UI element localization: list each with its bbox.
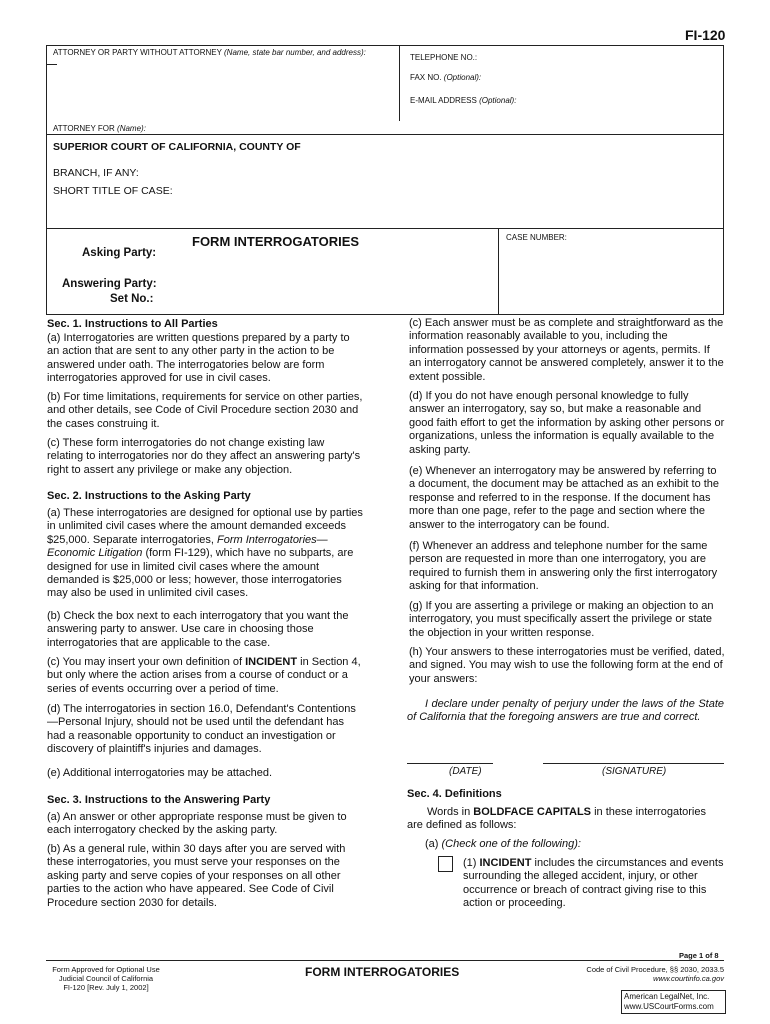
signature-line[interactable]: [543, 763, 724, 764]
answering-party-label: Answering Party:: [62, 278, 157, 290]
sec4-heading: Sec. 4. Definitions: [407, 788, 502, 800]
fax-label: FAX NO. (Optional):: [410, 73, 482, 82]
incident-definition: (1) INCIDENT includes the circumstances and events surrounding the alleged accident, injury, or other occurrence or breach of contract giving rise to this action or proceeding.: [463, 857, 724, 910]
sec2-a: (a) These interrogatories are designed for optional use by parties in unlimited civil cases where the amount demanded exceeds $25,000. Separate interrogatories, Form Interrogatories—Economic Litigation (form FI-129), which have no subparts, are designed for use in limited civil cases where the amount demanded is $25,000 or less; however, those interrogatories may also be used in unlimited civil cases.: [47, 507, 363, 600]
sec3-heading: Sec. 3. Instructions to the Answering Party: [47, 794, 271, 806]
telephone-label: TELEPHONE NO.:: [410, 53, 478, 62]
website-link[interactable]: www.courtinfo.ca.gov: [653, 974, 724, 983]
page-number: Page 1 of 8: [679, 951, 719, 960]
sec2-c: (c) You may insert your own definition of INCIDENT in Section 4, but only where the action arises from a course of conduct or a series of events occurring over a period of time.: [47, 656, 361, 695]
code-reference: Code of Civil Procedure, §§ 2030, 2033.5 www.courtinfo.ca.gov: [540, 965, 724, 983]
sec2-e: (e) Additional interrogatories may be attached.: [47, 767, 273, 779]
attorney-for-label: ATTORNEY FOR (Name):: [53, 124, 146, 133]
sec1-b: (b) For time limitations, requirements for service on other parties, and other details, see Code of Civil Procedure section 2030 and the cases construing it.: [47, 391, 363, 430]
declaration-text: I declare under penalty of perjury under the laws of the State of California that the foregoing answers are true and correct.: [407, 698, 724, 724]
sec3-e: (e) Whenever an interrogatory may be answered by referring to a document, the document may be attached as an exhibit to the response and referred to in the response. If the document has more than one page, refer to the page and section where the answer to the interrogatory can be found.: [409, 465, 720, 531]
attorney-label: ATTORNEY OR PARTY WITHOUT ATTORNEY (Name, state bar number, and address):: [53, 48, 366, 57]
approval-note: Form Approved for Optional Use Judicial Council of California FI-120 [Rev. July 1, 2002]: [52, 965, 160, 992]
date-line[interactable]: [407, 763, 493, 764]
email-label: E-MAIL ADDRESS (Optional):: [410, 96, 517, 105]
short-title-label: SHORT TITLE OF CASE:: [53, 185, 173, 197]
sec1-heading: Sec. 1. Instructions to All Parties: [47, 318, 218, 330]
court-heading: SUPERIOR COURT OF CALIFORNIA, COUNTY OF: [53, 141, 301, 153]
footer-title: FORM INTERROGATORIES: [305, 965, 460, 979]
form-number: FI-120: [685, 27, 726, 43]
sec2-d: (d) The interrogatories in section 16.0, Defendant's Contentions—Personal Injury, should not be used until the defendant has had a reasonable opportunity to conduct an investigation or discovery of plaintiff's injuries and damages.: [47, 703, 356, 756]
sec2-heading: Sec. 2. Instructions to the Asking Party: [47, 490, 251, 502]
set-no-label: Set No.:: [110, 293, 154, 305]
signature-label: (SIGNATURE): [602, 766, 667, 777]
case-number-label: CASE NUMBER:: [506, 233, 567, 242]
sec3-h: (h) Your answers to these interrogatories must be verified, dated, and signed. You may wish to use the following form at the end of your answers:: [409, 646, 725, 685]
publisher-box: American LegalNet, Inc. www.USCourtForms.com: [621, 990, 726, 1014]
sec4-a: (a) (Check one of the following):: [425, 838, 581, 850]
form-title: FORM INTERROGATORIES: [192, 234, 360, 249]
sec3-d: (d) If you do not have enough personal knowledge to fully answer an interrogatory, say so, but make a reasonable and good faith effort to get the information by asking other persons or organizations, unless the information is equally available to the asking party.: [409, 390, 725, 456]
asking-party-label: Asking Party:: [82, 247, 157, 259]
sec4-intro: Words in BOLDFACE CAPITALS in these interrogatories are defined as follows:: [407, 806, 706, 832]
sec2-b: (b) Check the box next to each interrogatory that you want the answering party to answer. Use care in choosing those interrogatories that are applicable to the case.: [47, 610, 349, 649]
sec3-f: (f) Whenever an address and telephone number for the same person are requested in more than one interrogatory, you are required to furnish them in answering only the first interrogatory asking for that information.: [409, 540, 718, 593]
field-marker: [47, 64, 57, 65]
incident-checkbox[interactable]: [438, 856, 453, 872]
sec3-b: (b) As a general rule, within 30 days after you are served with these interrogatories, you must serve your responses on the asking party and serve copies of your responses on all other parties to the action who have appeared. See Code of Civil Procedure section 2030 for details.: [47, 843, 346, 909]
sec1-a: (a) Interrogatories are written questions prepared by a party to an action that are sent to any other party in the action to be answered under oath. The interrogatories below are form interrogatories approved for use in civil cases.: [47, 332, 350, 385]
sec1-c: (c) These form interrogatories do not change existing law relating to interrogatories nor do they affect an answering party's right to assert any privilege or make any objection.: [47, 437, 361, 476]
sec3-g: (g) If you are asserting a privilege or making an objection to an interrogatory, you must specifically assert the privilege or state the objection in your written response.: [409, 600, 714, 639]
sec3-a: (a) An answer or other appropriate response must be given to each interrogatory checked by the asking party.: [47, 811, 347, 837]
date-label: (DATE): [449, 766, 482, 777]
branch-label: BRANCH, IF ANY:: [53, 167, 139, 179]
sec3-c: (c) Each answer must be as complete and straightforward as the information reasonably available to you, including the information possessed by your attorneys or agents, permits. If an interrogatory cannot be answered completely, answer it to the extent possible.: [409, 317, 724, 383]
